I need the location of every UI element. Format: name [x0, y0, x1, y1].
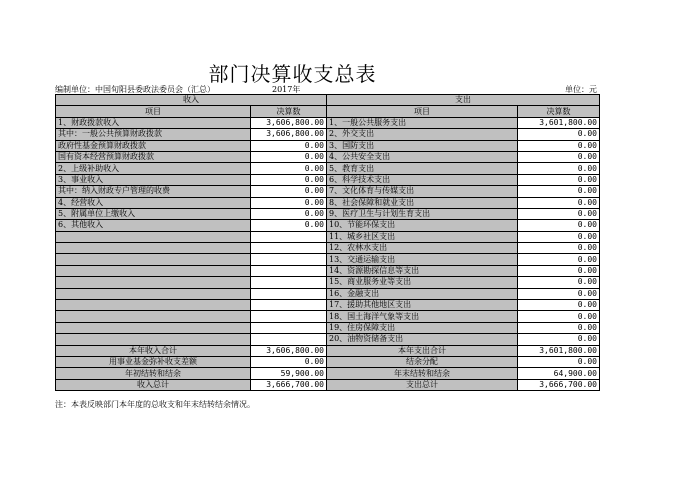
expense-item-label: 5、教育支出	[327, 163, 518, 174]
expense-item-label: 8、社会保障和就业支出	[327, 197, 518, 208]
table-row	[56, 277, 600, 288]
expense-item-label: 1、一般公共服务支出	[327, 117, 518, 128]
expense-amount: 0.00	[518, 300, 600, 311]
expense-item-label: 18、国土海洋气象等支出	[327, 311, 518, 322]
expense-item-label: 9、医疗卫生与计划生育支出	[327, 208, 518, 219]
expense-amount: 0.00	[518, 208, 600, 219]
income-item-label	[56, 311, 251, 322]
table-row	[56, 140, 600, 151]
expense-amount: 0.00	[518, 322, 600, 333]
expense-item-label: 20、油物资储备支出	[327, 334, 518, 345]
expense-amount: 0.00	[518, 197, 600, 208]
income-item-label: 政府性基金预算财政拨款	[56, 140, 251, 151]
income-section-header: 收入	[56, 95, 327, 106]
expense-amount: 0.00	[518, 231, 600, 242]
income-summary-amount: 3,666,700.00	[251, 379, 327, 390]
expense-item-label: 15、商业服务业等支出	[327, 277, 518, 288]
income-amount: 0.00	[251, 197, 327, 208]
expense-summary-amount: 3,601,800.00	[518, 345, 600, 356]
expense-item-label: 6、科学技术支出	[327, 174, 518, 185]
income-summary-label: 用事业基金弥补收支差额	[56, 356, 251, 367]
table-row	[56, 129, 600, 140]
income-item-label	[56, 243, 251, 254]
expense-amount: 0.00	[518, 163, 600, 174]
expense-amount: 0.00	[518, 243, 600, 254]
income-amount	[251, 334, 327, 345]
table-row	[56, 243, 600, 254]
income-item-label	[56, 254, 251, 265]
income-item-label: 3、事业收入	[56, 174, 251, 185]
table-row	[56, 231, 600, 242]
income-item-label	[56, 288, 251, 299]
expense-section-header: 支出	[327, 95, 600, 106]
table-row	[56, 163, 600, 174]
expense-amount: 3,601,800.00	[518, 117, 600, 128]
expense-amount: 0.00	[518, 277, 600, 288]
income-item-label	[56, 277, 251, 288]
income-item-label: 2、上级补助收入	[56, 163, 251, 174]
table-row	[56, 174, 600, 185]
table-row	[56, 254, 600, 265]
table-row	[56, 117, 600, 128]
expense-amount: 0.00	[518, 254, 600, 265]
expense-amount-header: 决算数	[518, 106, 600, 117]
income-item-label: 5、附属单位上缴收入	[56, 208, 251, 219]
income-amount: 0.00	[251, 163, 327, 174]
expense-item-label: 14、资源勘探信息等支出	[327, 265, 518, 276]
expense-item-label: 3、国防支出	[327, 140, 518, 151]
income-item-label	[56, 322, 251, 333]
income-item-label: 其中：纳入财政专户管理的收费	[56, 186, 251, 197]
expense-amount: 0.00	[518, 186, 600, 197]
income-amount	[251, 277, 327, 288]
expense-summary-label: 本年支出合计	[327, 345, 518, 356]
income-amount: 0.00	[251, 151, 327, 162]
summary-row	[56, 379, 600, 390]
income-amount	[251, 300, 327, 311]
table-row	[56, 186, 600, 197]
income-item-label: 其中：一般公共预算财政拨款	[56, 129, 251, 140]
expense-summary-label: 支出总计	[327, 379, 518, 390]
income-amount	[251, 254, 327, 265]
table-row	[56, 300, 600, 311]
report-year: 2017年	[272, 85, 301, 94]
table-row	[56, 265, 600, 276]
expense-amount: 0.00	[518, 288, 600, 299]
expense-item-label: 12、农林水支出	[327, 243, 518, 254]
income-amount: 0.00	[251, 186, 327, 197]
currency-unit: 单位：元	[565, 85, 597, 94]
income-amount-header: 决算数	[251, 106, 327, 117]
income-item-label: 1、财政拨款收入	[56, 117, 251, 128]
expense-item-header: 项目	[327, 106, 518, 117]
table-row	[56, 322, 600, 333]
income-amount: 3,606,800.00	[251, 117, 327, 128]
expense-item-label: 11、城乡社区支出	[327, 231, 518, 242]
summary-row	[56, 356, 600, 367]
expense-item-label: 17、援助其他地区支出	[327, 300, 518, 311]
expense-item-label: 19、住房保障支出	[327, 322, 518, 333]
income-summary-amount: 0.00	[251, 356, 327, 367]
expense-amount: 0.00	[518, 140, 600, 151]
income-summary-label: 年初结转和结余	[56, 368, 251, 379]
income-amount: 0.00	[251, 208, 327, 219]
income-summary-amount: 3,606,800.00	[251, 345, 327, 356]
income-item-label: 4、经营收入	[56, 197, 251, 208]
income-item-label	[56, 265, 251, 276]
table-row	[56, 151, 600, 162]
expense-amount: 0.00	[518, 151, 600, 162]
budget-summary-table	[55, 94, 600, 391]
income-amount: 0.00	[251, 220, 327, 231]
expense-item-label: 16、金融支出	[327, 288, 518, 299]
income-amount	[251, 231, 327, 242]
income-amount: 0.00	[251, 174, 327, 185]
expense-amount: 0.00	[518, 220, 600, 231]
income-item-label: 国有资本经营预算财政拨款	[56, 151, 251, 162]
expense-item-label: 2、外交支出	[327, 129, 518, 140]
table-row	[56, 311, 600, 322]
summary-row	[56, 345, 600, 356]
section-header-row	[56, 95, 600, 106]
income-summary-label: 本年收入合计	[56, 345, 251, 356]
income-amount	[251, 311, 327, 322]
income-amount	[251, 265, 327, 276]
income-item-label	[56, 231, 251, 242]
table-row	[56, 220, 600, 231]
expense-amount: 0.00	[518, 311, 600, 322]
expense-summary-label: 结余分配	[327, 356, 518, 367]
income-item-label	[56, 300, 251, 311]
expense-item-label: 10、节能环保支出	[327, 220, 518, 231]
income-amount: 3,606,800.00	[251, 129, 327, 140]
expense-item-label: 13、交通运输支出	[327, 254, 518, 265]
column-header-row	[56, 106, 600, 117]
income-item-header: 项目	[56, 106, 251, 117]
table-row	[56, 208, 600, 219]
expense-item-label: 7、文化体育与传媒支出	[327, 186, 518, 197]
expense-summary-label: 年末结转和结余	[327, 368, 518, 379]
table-row	[56, 197, 600, 208]
income-summary-label: 收入总计	[56, 379, 251, 390]
expense-amount: 0.00	[518, 174, 600, 185]
compiling-unit: 编制单位：中国旬阳县委政法委员会（汇总）	[55, 85, 215, 94]
table-row	[56, 334, 600, 345]
footnote: 注：本表反映部门本年度的总收支和年末结转结余情况。	[55, 400, 255, 409]
expense-amount: 0.00	[518, 129, 600, 140]
expense-summary-amount: 64,900.00	[518, 368, 600, 379]
summary-row	[56, 368, 600, 379]
income-amount	[251, 288, 327, 299]
expense-item-label: 4、公共安全支出	[327, 151, 518, 162]
expense-amount: 0.00	[518, 265, 600, 276]
income-amount: 0.00	[251, 140, 327, 151]
expense-summary-amount: 0.00	[518, 356, 600, 367]
report-title: 部门决算收支总表	[208, 62, 377, 86]
income-amount	[251, 322, 327, 333]
expense-amount: 0.00	[518, 334, 600, 345]
income-amount	[251, 243, 327, 254]
income-summary-amount: 59,900.00	[251, 368, 327, 379]
expense-summary-amount: 3,666,700.00	[518, 379, 600, 390]
table-row	[56, 288, 600, 299]
income-item-label: 6、其他收入	[56, 220, 251, 231]
income-item-label	[56, 334, 251, 345]
